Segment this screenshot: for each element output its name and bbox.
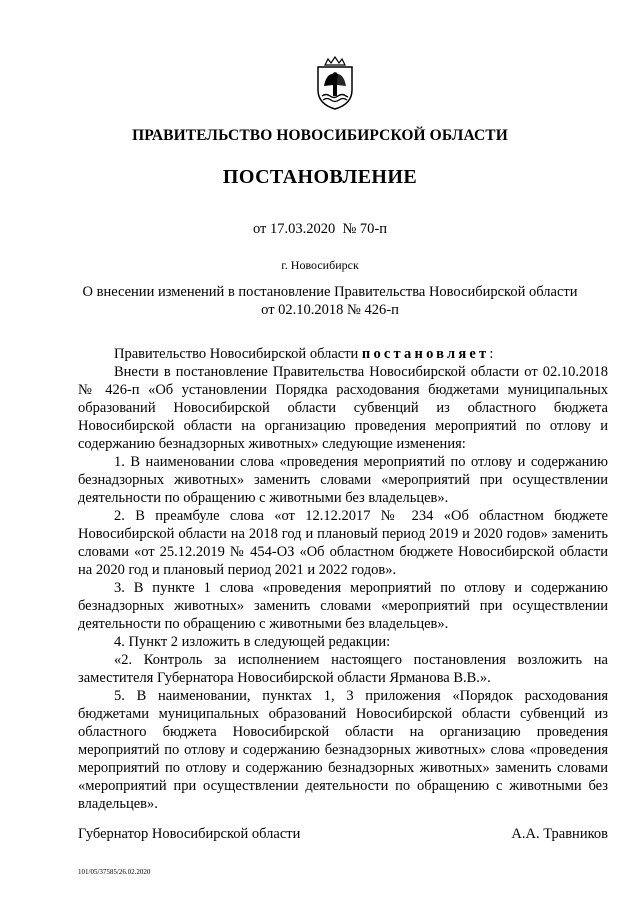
body-paragraph: 2. В преамбуле слова «от 12.12.2017 № 234 «Об областном бюджете Новосибирской области на 2018 год и плановый период 2019 и 2020 годов» заменить словами «от 25.12.2019 № 454-ОЗ «Об областном бюджете Новосибирской области на 2020 год и плановый период 2021 и 2022 годов». <box>78 508 608 578</box>
intro-colon: : <box>489 346 494 362</box>
subject-line-1: О внесении изменений в постановление Правительства Новосибирской области <box>82 284 578 300</box>
intro-text: Правительство Новосибирской области <box>114 346 362 362</box>
body-paragraph: 3. В пункте 1 слова «проведения мероприятий по отлову и содержанию безнадзорных животных» заменить словами «мероприятий при осуществлении деятельности по обращению с животными без владельцев». <box>78 580 608 632</box>
body-paragraph: 4. Пункт 2 изложить в следующей редакции: <box>114 634 391 650</box>
organization-title: ПРАВИТЕЛЬСТВО НОВОСИБИРСКОЙ ОБЛАСТИ <box>132 127 508 144</box>
document-type-title: ПОСТАНОВЛЕНИЕ <box>222 166 418 188</box>
intro-paragraph <box>78 345 608 363</box>
signatory-name: А.А. Травников <box>511 826 608 842</box>
date-and-number: от 17.03.2020 № 70-п <box>252 221 388 237</box>
signatory-position: Губернатор Новосибирской области <box>78 826 301 842</box>
body-paragraph: «2. Контроль за исполнением настоящего постановления возложить на заместителя Губернатора Новосибирской области Ярманова В.В.». <box>78 652 608 686</box>
coat-of-arms-icon <box>313 56 357 110</box>
body-paragraph: 5. В наименовании, пунктах 1, 3 приложения «Порядок расходования бюджетами муниципальных образований Новосибирской области субвенций из областного бюджета Новосибирской области на организацию проведения мероприятий по отлову и содержанию безнадзорных животных» слова «проведения мероприятий по отлову и содержанию безнадзорных животных» заменить словами «мероприятий при осуществлении деятельности по обращению с животными без владельцев». <box>78 688 608 812</box>
decree-word: постановляет <box>361 346 490 362</box>
body-paragraph: 1. В наименовании слова «проведения мероприятий по отлову и содержанию безнадзорных животных» заменить словами «мероприятий при осуществлении деятельности по обращению с животными без владельцев». <box>78 454 608 506</box>
subject-line-2: от 02.10.2018 № 426-п <box>261 302 399 318</box>
document-subject <box>60 283 600 319</box>
body-paragraph: Внести в постановление Правительства Новосибирской области от 02.10.2018 № 426-п «Об установлении Порядка расходования бюджетами муниципальных образований Новосибирской области субвенций из областного бюджета Новосибирской области на организацию проведения мероприятий по отлову и содержанию безнадзорных животных» следующие изменения: <box>78 364 608 452</box>
city-line: г. Новосибирск <box>281 258 359 272</box>
document-body <box>78 345 608 813</box>
document-registry-code: 101/05/37585/26.02.2020 <box>78 868 151 876</box>
